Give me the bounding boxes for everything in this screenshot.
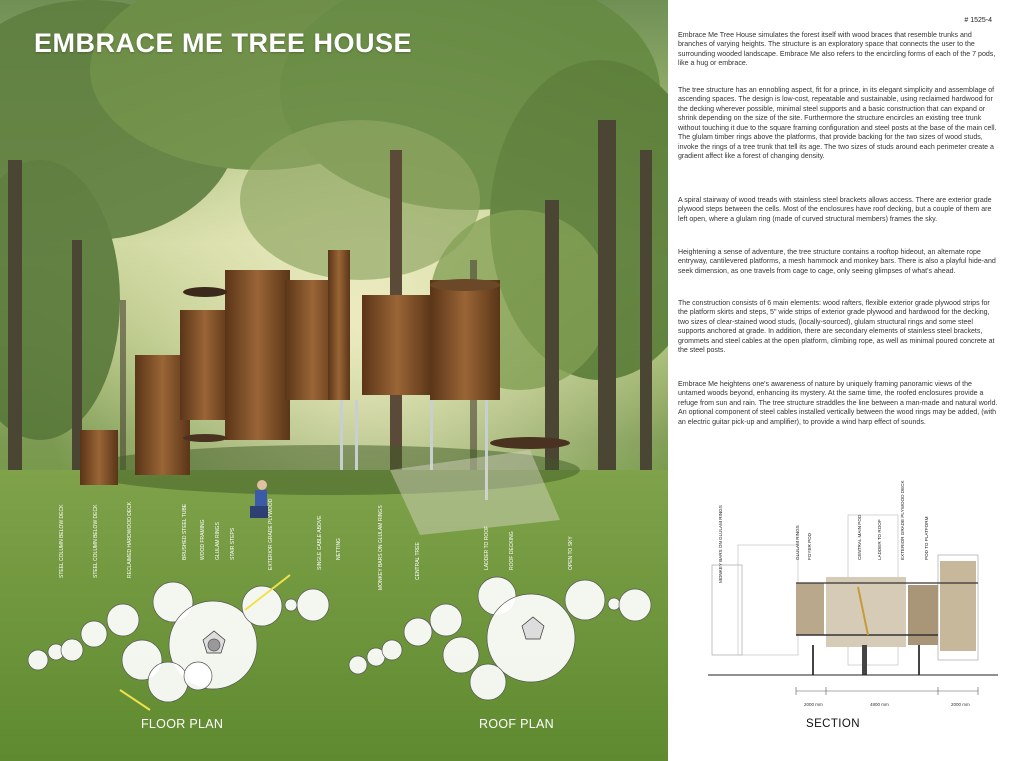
section-pods (708, 561, 998, 695)
roof-callout: CENTRAL TREE (415, 542, 421, 580)
floor-callout: RECLAIMED HARDWOOD DECK (127, 501, 133, 578)
roof-plan-label: ROOF PLAN (479, 717, 554, 731)
paragraph: Heightening a sense of adventure, the tree structure contains a rooftop hideout, an alternate rope entryway, cantilevered platforms, a mesh hammock and monkey bars. There is also a playful hide-and seek dimension, as one travels from cage to cage, only seeing glimpses of what's ahead. (678, 249, 996, 275)
lawn (0, 470, 668, 761)
section-drawing (708, 495, 998, 715)
section-callout: FOYER POD (807, 532, 812, 560)
section-callout: CENTRAL MAIN POD (857, 514, 862, 560)
section-callout: GLULAM RINGS (795, 525, 800, 560)
paragraph: A spiral stairway of wood treads with stainless steel brackets allows access. There are exterior grade plywood steps between the cells. Most of the enclosures have roof decking, but a couple of them are left open, where a glulam ring (made of curved structural members) frames the sky. (678, 197, 992, 223)
section-callout: EXTERIOR GRADE PLYWOOD DECK (900, 480, 905, 560)
description-panel (678, 0, 1016, 761)
paragraph: The construction consists of 6 main elements: wood rafters, flexible exterior grade plywood strips for the platform skirts and steps, 5" wide strips of exterior grade plywood and hardwood for the decking, two sizes of clear-stained wood studs, (locally-sourced), glulam structural rings and some steel supports anchored at grade. In addition, there are secondary elements of stainless steel brackets, grommets and steel cables at the open platform, climbing rope, as well as minimal poured concrete at the steel posts. (678, 300, 995, 355)
floor-plan-label: FLOOR PLAN (141, 717, 224, 731)
board-title: EMBRACE ME TREE HOUSE (34, 28, 413, 58)
floor-callout: STEEL COLUMN BELOW DECK (93, 504, 99, 578)
floor-callout: GLULAM RINGS (215, 522, 221, 560)
paragraph: Embrace Me Tree House simulates the forest itself with wood braces that resemble trunks and branches of varying heights. The structure is an exploratory space that connects the user to the surrounding wooded landscape. Embrace Me also refers to the encircling forms of each of the 7 pods, like a hug or embrace. (678, 32, 996, 68)
section-dimension: 2000 mm (804, 702, 823, 707)
roof-callout: LADDER TO ROOF (484, 525, 490, 570)
section-callout: LADDER TO ROOF (877, 519, 882, 560)
floor-callout: NETTING (336, 538, 342, 560)
floor-callout: STEEL COLUMN BELOW DECK (59, 504, 65, 578)
floor-callout: EXTERIOR GRADE PLYWOOD (268, 498, 274, 570)
section-dimension: 4800 mm (870, 702, 889, 707)
paragraph: Embrace Me heightens one's awareness of nature by uniquely framing panoramic views of the untamed woods beyond, enhancing its mystery. At the same time, the roofed enclosures provide a refuge from sun and rain. The tree structure straddles the line between a man-made and natural world. An optional component of steel cables installed vertically between the wood rings may be added, (with an electric guitar pick-up and amplifier), to provide a wind harp effect of sounds. (678, 381, 998, 426)
roof-callout: ROOF DECKING (509, 531, 515, 570)
floor-callout: WOOD FRAMING (200, 519, 206, 560)
roof-callout: OPEN TO SKY (568, 536, 574, 570)
section-callout: MONKEY BARS ON GLULAM RINGS (718, 505, 723, 583)
section-label: SECTION (806, 718, 860, 730)
section-dimension: 2000 mm (951, 702, 970, 707)
paragraph: The tree structure has an ennobling aspect, fit for a prince, in its elegant simplicity and assemblage of ascending spaces. The design is low-cost, repeatable and sustainable, using reclaimed hardwood for the decking wherever possible, minimal steel supports and a basic construction that can expand or shrink depending on the size of the site. Furthermore the structure encircles an existing tree trunk without touching it due to the square framing configuration and steel posts at the base of the main cell. The glulam timber rings above the platforms, that provide backing for the two sizes of wood studs, invoke the rings of a tree trunk that tell its age. The two sizes of studs around each perimeter create a gradient affect like a forest of changing density. (678, 87, 997, 161)
project-id: # 1525-4 (964, 17, 992, 24)
section-callout: POD TO PLATFORM (924, 516, 929, 560)
floor-callout: SINGLE CABLE ABOVE (317, 515, 323, 570)
roof-callout: MONKEY BARS ON GLULAM RINGS (378, 505, 384, 590)
floor-callout: BRUSHED STEEL TUBE (182, 503, 188, 560)
floor-callout: STAIR STEPS (230, 527, 236, 560)
